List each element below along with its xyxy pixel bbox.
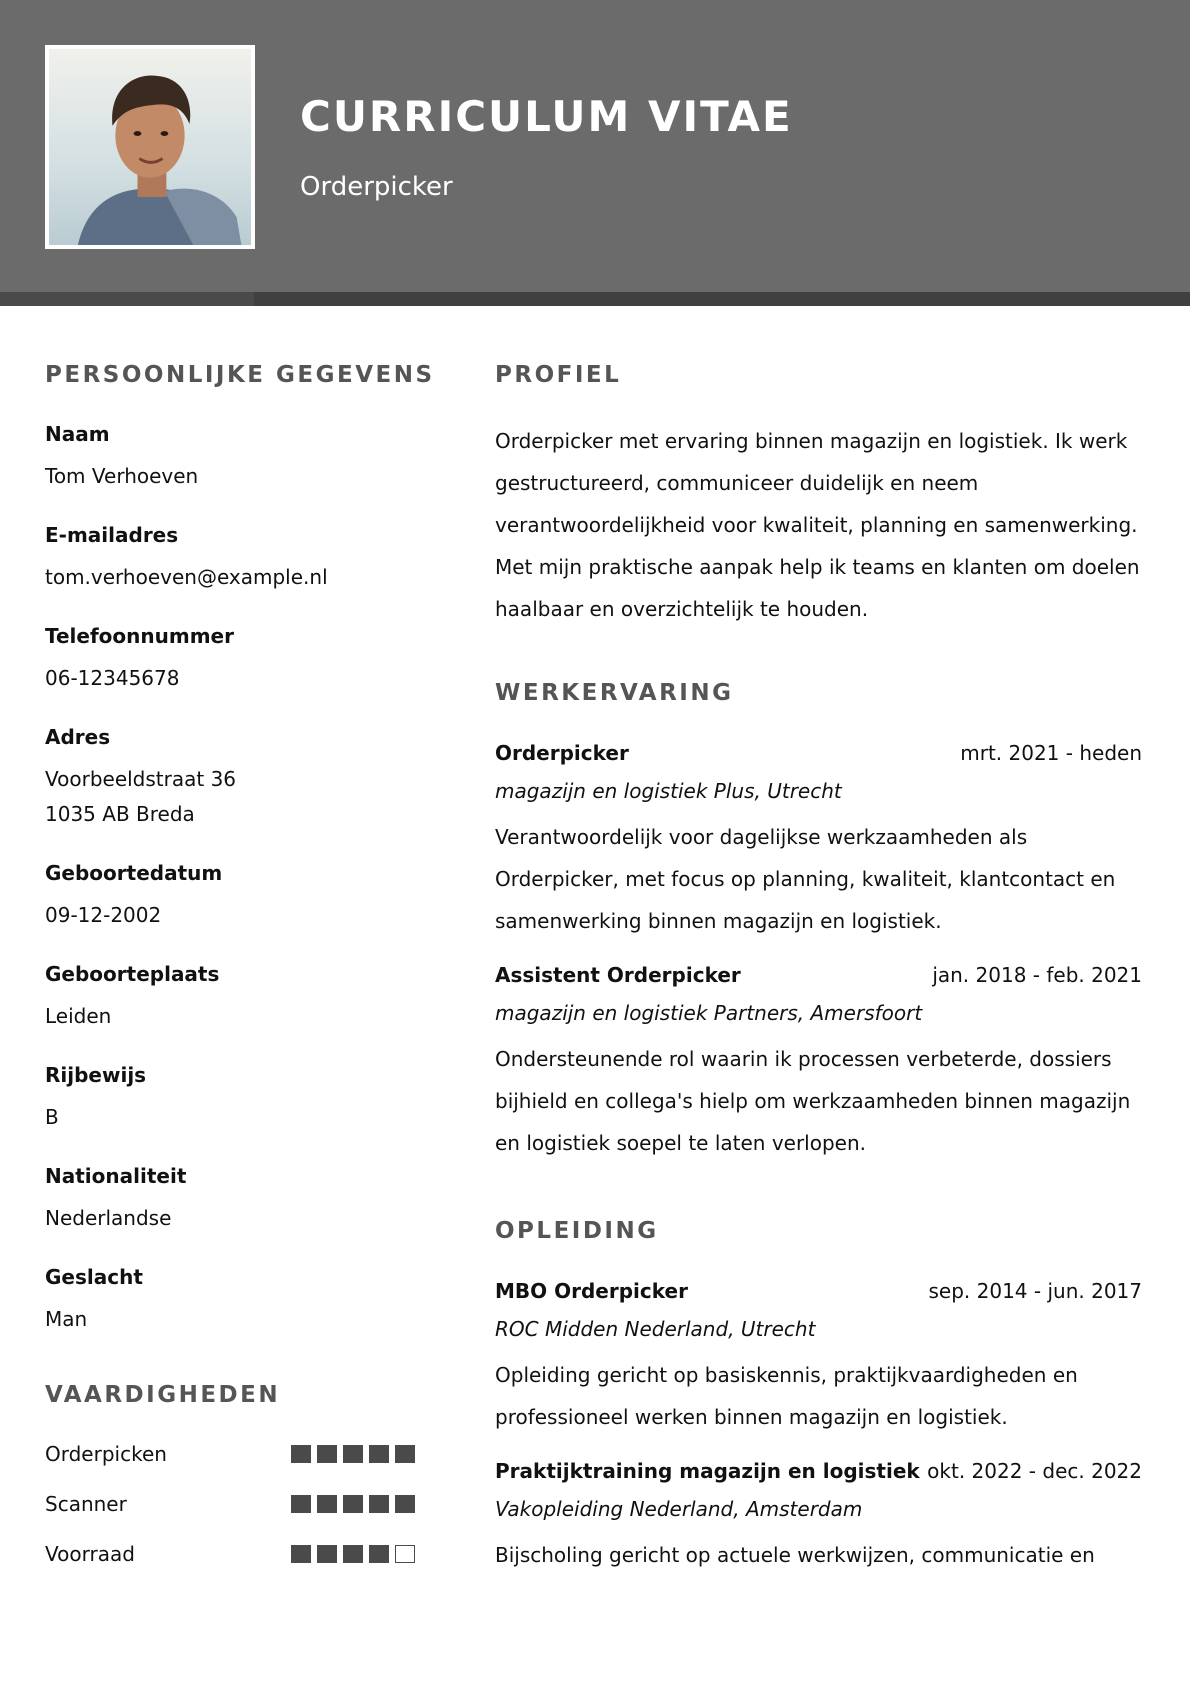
field-value: 1035 AB Breda: [45, 802, 195, 826]
skill-level-filled: [343, 1495, 363, 1513]
personal-field: [45, 420, 445, 497]
profile-photo-image: [49, 49, 251, 245]
left-column: [45, 360, 445, 1590]
skill-level-filled: [395, 1495, 415, 1513]
experience-entry-header: [495, 738, 1142, 776]
field-value: 09-12-2002: [45, 903, 162, 927]
experience-description: Verantwoordelijk voor dagelijkse werkzaamheden als Orderpicker, met focus op planning, kwaliteit, klantcontact en samenwerking binnen magazijn en logistiek.: [495, 825, 1116, 933]
education-entry: [495, 1276, 1142, 1438]
field-label: Naam: [45, 422, 110, 446]
header-divider-accent: [0, 292, 254, 306]
right-column: [495, 360, 1142, 1594]
field-value: tom.verhoeven@example.nl: [45, 565, 328, 589]
cv-subtitle: Orderpicker: [300, 172, 453, 202]
field-value: Man: [45, 1307, 88, 1331]
field-value: Leiden: [45, 1004, 112, 1028]
skill-rating: [291, 1495, 415, 1513]
field-label: Adres: [45, 725, 111, 749]
skill-rating: [291, 1545, 415, 1563]
skill-level-filled: [395, 1445, 415, 1463]
personal-field: [45, 1061, 445, 1138]
skill-level-filled: [317, 1495, 337, 1513]
header-divider: [0, 292, 1190, 306]
field-value: Nederlandse: [45, 1206, 172, 1230]
field-value: Voorbeeldstraat 36: [45, 767, 237, 791]
skill-level-filled: [369, 1445, 389, 1463]
cv-header: [0, 0, 1190, 292]
personal-field: [45, 521, 445, 598]
skill-level-filled: [369, 1495, 389, 1513]
profile-text: Orderpicker met ervaring binnen magazijn en logistiek. Ik werk gestructureerd, communiceer duidelijk en neem verantwoordelijkheid voor kwaliteit, planning en samenwerking. Met mijn praktische aanpak help ik teams en klanten om doelen haalbaar en overzichtelijk te houden.: [495, 429, 1140, 621]
education-role: Praktijktraining magazijn en logistiek: [495, 1459, 920, 1483]
experience-description: Ondersteunende rol waarin ik processen verbeterde, dossiers bijhield en collega's hielp om werkzaamheden binnen magazijn en logistiek soepel te laten verlopen.: [495, 1047, 1131, 1155]
skills-section-title: VAARDIGHEDEN: [45, 1382, 281, 1408]
education-description: Bijscholing gericht op actuele werkwijzen, communicatie en: [495, 1543, 1095, 1567]
personal-section-title: PERSOONLIJKE GEGEVENS: [45, 362, 435, 388]
field-label: Nationaliteit: [45, 1164, 187, 1188]
education-organization: ROC Midden Nederland, Utrecht: [495, 1317, 816, 1341]
experience-entry: [495, 738, 1142, 942]
experience-entry-header: [495, 960, 1142, 998]
education-dates: okt. 2022 - dec. 2022: [927, 1459, 1142, 1483]
field-label: Telefoonnummer: [45, 624, 234, 648]
experience-dates: mrt. 2021 - heden: [960, 741, 1142, 765]
profile-section-title: PROFIEL: [495, 362, 622, 388]
experience-entry: [495, 960, 1142, 1164]
experience-role: Orderpicker: [495, 741, 629, 765]
experience-section-title: WERKERVARING: [495, 680, 734, 706]
education-role: MBO Orderpicker: [495, 1279, 688, 1303]
skill-name: Voorraad: [45, 1542, 135, 1566]
education-entry-header: [495, 1456, 1142, 1494]
field-value: 06-12345678: [45, 666, 180, 690]
skills-list: [45, 1440, 445, 1590]
experience-dates: jan. 2018 - feb. 2021: [932, 963, 1142, 987]
skill-level-filled: [291, 1545, 311, 1563]
skill-name: Orderpicken: [45, 1442, 167, 1466]
education-description: Opleiding gericht op basiskennis, praktijkvaardigheden en professioneel werken binnen magazijn en logistiek.: [495, 1363, 1078, 1429]
experience-organization: magazijn en logistiek Plus, Utrecht: [495, 779, 842, 803]
education-entry: [495, 1456, 1142, 1576]
cv-title: CURRICULUM VITAE: [300, 92, 793, 141]
personal-field: [45, 1263, 445, 1340]
profile-photo: [45, 45, 255, 249]
skill-rating: [291, 1445, 415, 1463]
skill-row: [45, 1540, 445, 1590]
field-label: Rijbewijs: [45, 1063, 147, 1087]
field-label: E-mailadres: [45, 523, 179, 547]
skill-level-filled: [317, 1545, 337, 1563]
education-list: [495, 1276, 1142, 1576]
experience-list: [495, 738, 1142, 1164]
skill-level-filled: [291, 1445, 311, 1463]
skill-name: Scanner: [45, 1492, 127, 1516]
education-dates: sep. 2014 - jun. 2017: [928, 1279, 1142, 1303]
field-value: Tom Verhoeven: [45, 464, 199, 488]
skill-level-filled: [291, 1495, 311, 1513]
personal-field: [45, 723, 445, 835]
skill-level-filled: [369, 1545, 389, 1563]
field-label: Geslacht: [45, 1265, 143, 1289]
skill-level-filled: [343, 1545, 363, 1563]
education-entry-header: [495, 1276, 1142, 1314]
skill-row: [45, 1440, 445, 1490]
personal-field: [45, 1162, 445, 1239]
education-organization: Vakopleiding Nederland, Amsterdam: [495, 1497, 863, 1521]
skill-level-filled: [343, 1445, 363, 1463]
personal-fields: [45, 420, 445, 1340]
personal-field: [45, 960, 445, 1037]
field-value: B: [45, 1105, 59, 1129]
skill-row: [45, 1490, 445, 1540]
education-section-title: OPLEIDING: [495, 1218, 659, 1244]
personal-field: [45, 622, 445, 699]
experience-organization: magazijn en logistiek Partners, Amersfoort: [495, 1001, 923, 1025]
field-label: Geboortedatum: [45, 861, 223, 885]
field-label: Geboorteplaats: [45, 962, 220, 986]
skill-level-filled: [317, 1445, 337, 1463]
personal-field: [45, 859, 445, 936]
skill-level-empty: [395, 1545, 415, 1563]
experience-role: Assistent Orderpicker: [495, 963, 741, 987]
